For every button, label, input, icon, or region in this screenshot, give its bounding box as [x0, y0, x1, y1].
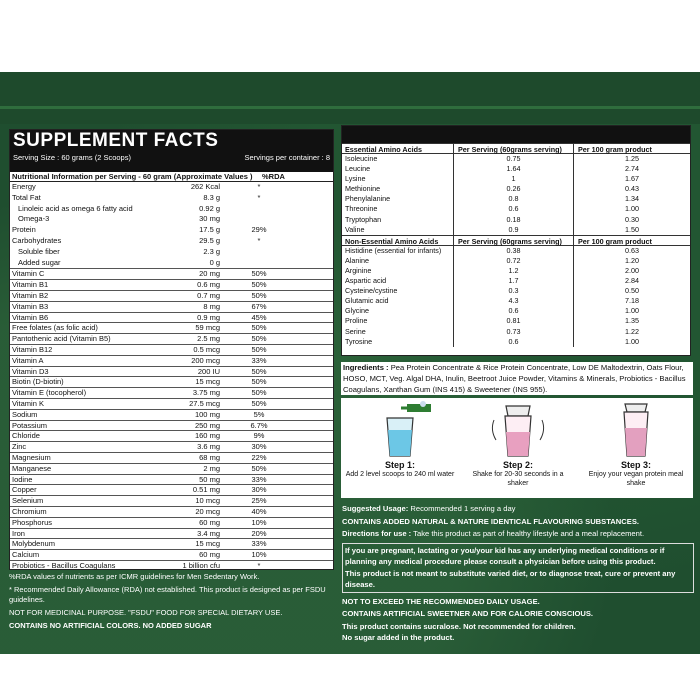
facts-rda: 50%	[251, 290, 267, 300]
nonessential-col-serving: Per Serving (60grams serving)	[454, 236, 574, 245]
amino-per-100g: 0.43	[625, 184, 639, 194]
facts-rda: 50%	[251, 323, 267, 333]
facts-rda: 6.7%	[250, 420, 268, 430]
facts-name: Soluble fiber	[18, 246, 60, 256]
facts-name: Carbohydrates	[12, 235, 62, 245]
amino-per-serving: 0.18	[454, 215, 574, 225]
facts-row	[10, 322, 333, 333]
facts-name: Zinc	[12, 442, 27, 452]
facts-value: 27.5 mcg	[189, 398, 220, 408]
essential-col-100g: Per 100 gram product	[578, 145, 652, 154]
facts-rda: 50%	[251, 463, 267, 473]
suggested-usage-label: Suggested Usage:	[342, 504, 409, 513]
servings-per-container: Servings per container : 8	[244, 153, 330, 162]
facts-rda	[224, 258, 294, 269]
facts-value: 59 mcg	[195, 323, 220, 333]
usage-info	[342, 503, 694, 645]
amino-per-100g: 1.34	[625, 194, 639, 204]
amino-row	[342, 327, 690, 337]
facts-name: Potassium	[12, 420, 48, 430]
amino-row	[342, 154, 690, 164]
step-1	[345, 398, 455, 479]
facts-row	[10, 506, 333, 517]
amino-row	[342, 215, 690, 225]
facts-value: 10 mcg	[195, 496, 220, 506]
facts-name: Sodium	[12, 409, 38, 419]
facts-row	[10, 301, 333, 312]
facts-rda: *	[257, 182, 261, 191]
facts-name: Iodine	[12, 474, 33, 484]
amino-per-serving: 0.9	[454, 225, 574, 235]
amino-per-serving: 0.6	[454, 337, 574, 347]
amino-row	[342, 337, 690, 347]
nonessential-rows	[342, 246, 690, 347]
facts-row	[10, 258, 333, 269]
facts-row	[10, 560, 333, 571]
amino-row	[342, 204, 690, 214]
amino-row	[342, 296, 690, 306]
facts-rda: 30%	[251, 485, 267, 495]
facts-name: Linoleic acid as omega 6 fatty acid	[18, 203, 133, 213]
facts-value: 2.3 g	[203, 246, 220, 256]
amino-name: Phenylalanine	[342, 194, 454, 204]
amino-per-serving: 0.26	[454, 184, 574, 194]
amino-name: Cysteine/cystine	[342, 286, 454, 296]
facts-row	[10, 549, 333, 560]
facts-name: Energy	[12, 182, 36, 191]
facts-rda: 50%	[251, 377, 267, 387]
facts-value: 2.5 mg	[197, 334, 220, 344]
no-sugar-statement: No sugar added in the product.	[342, 633, 455, 642]
amino-name: Valine	[342, 225, 454, 235]
facts-value: 0.51 mg	[192, 485, 220, 495]
facts-row	[10, 528, 333, 539]
facts-name: Vitamin B1	[12, 280, 49, 290]
amino-name: Glycine	[342, 306, 454, 316]
warning-consult: If you are pregnant, lactating or you/your kid has any underlying medical conditions or if planning any medical procedure please consult a physician before using this product.	[345, 545, 665, 566]
nonessential-col-100g: Per 100 gram product	[578, 236, 652, 246]
nonessential-header	[342, 235, 690, 246]
facts-rda: 33%	[251, 474, 267, 484]
amino-per-serving: 0.73	[454, 327, 574, 337]
facts-row	[10, 409, 333, 420]
amino-per-100g: 1.50	[625, 224, 639, 234]
facts-name: Added sugar	[18, 257, 61, 267]
facts-row	[10, 236, 333, 247]
facts-row	[10, 463, 333, 474]
facts-rda: 10%	[251, 517, 267, 527]
amino-name: Alanine	[342, 256, 454, 266]
amino-per-serving: 0.75	[454, 154, 574, 164]
facts-rda	[224, 247, 294, 258]
facts-rda: 50%	[251, 334, 267, 344]
facts-name: Pantothenic acid (Vitamin B5)	[12, 334, 111, 344]
facts-row	[10, 247, 333, 258]
amino-per-serving: 0.38	[454, 246, 574, 256]
amino-row	[342, 316, 690, 326]
facts-value: 3.4 mg	[197, 528, 220, 538]
facts-name: Vitamin B3	[12, 301, 49, 311]
facts-rda: *	[257, 560, 261, 570]
facts-name: Calcium	[12, 550, 40, 560]
suggested-usage-text: Recommended 1 serving a day	[408, 504, 516, 513]
facts-row	[10, 333, 333, 344]
amino-name: Serine	[342, 327, 454, 337]
facts-row	[10, 182, 333, 193]
facts-value: 17.5 g	[199, 225, 220, 235]
amino-per-serving: 0.8	[454, 194, 574, 204]
amino-row	[342, 174, 690, 184]
facts-value: 0.6 mg	[197, 280, 220, 290]
ingredients-text: Pea Protein Concentrate & Rice Protein Concentrate, Low DE Maltodextrin, Oats Flour, HOSO, MCT, Veg. Algal DHA, Inulin, Beetroot Juice Powder, Vitamins & Minerals, Probiotics - Bacillus Coagulans, Xanthan Gum (INS 415) & Sweetener (INS 955).	[343, 363, 686, 394]
facts-value: 0 g	[209, 257, 220, 267]
facts-rda: 20%	[251, 528, 267, 538]
amino-per-100g: 2.00	[625, 265, 639, 275]
facts-value: 262 Kcal	[190, 182, 220, 191]
facts-rda: 29%	[251, 225, 267, 235]
shaker-icon	[463, 398, 573, 458]
facts-name: Total Fat	[12, 192, 41, 202]
amino-name: Arginine	[342, 266, 454, 276]
amino-per-serving: 4.3	[454, 296, 574, 306]
facts-rda: 50%	[251, 366, 267, 376]
facts-name: Protein	[12, 225, 36, 235]
amino-per-100g: 7.18	[625, 296, 639, 306]
facts-value: 50 mg	[199, 474, 220, 484]
facts-row	[10, 398, 333, 409]
directions-text: Take this product as part of healthy lifestyle and a meal replacement.	[411, 529, 645, 538]
amino-per-serving: 1	[454, 174, 574, 184]
facts-name: Chromium	[12, 506, 47, 516]
facts-value: 250 mg	[194, 420, 220, 430]
facts-rda: 40%	[251, 506, 267, 516]
facts-name: Selenium	[12, 496, 44, 506]
note-rda-not-established: * Recommended Daily Allowance (RDA) not established. This product is designed as per FSDU guidelines.	[9, 585, 326, 604]
facts-rda: 9%	[253, 431, 265, 441]
facts-value: 160 mg	[194, 431, 220, 441]
facts-column-header	[10, 172, 333, 182]
facts-rda: 50%	[251, 344, 267, 354]
amino-per-serving: 0.6	[454, 204, 574, 214]
facts-name: Vitamin B12	[12, 344, 53, 354]
facts-value: 200 IU	[197, 366, 220, 376]
facts-rda: 50%	[251, 388, 267, 398]
facts-value: 30 mg	[199, 214, 220, 224]
amino-per-100g: 1.00	[625, 336, 639, 346]
amino-per-100g: 1.67	[625, 174, 639, 184]
facts-row	[10, 355, 333, 366]
amino-per-100g: 1.35	[625, 316, 639, 326]
step-3-title: Step 3:	[620, 460, 651, 470]
facts-value: 0.92 g	[199, 203, 220, 213]
facts-name: Omega-3	[18, 214, 50, 224]
nutrition-col-label: Nutritional Information per Serving - 60 gram (Approximate Values )	[12, 172, 253, 181]
step-2	[463, 398, 573, 488]
facts-name: Molybdenum	[12, 539, 55, 549]
facts-rda: 67%	[251, 301, 267, 311]
step-2-title: Step 2:	[502, 460, 533, 470]
facts-value: 3.75 mg	[192, 388, 220, 398]
facts-row	[10, 495, 333, 506]
scoop-glass-icon	[345, 398, 455, 458]
step-3-desc: Enjoy your vegan protein meal shake	[588, 471, 684, 487]
protein-shake-glass-icon	[581, 398, 691, 458]
facts-rda: 45%	[251, 312, 267, 322]
facts-row	[10, 441, 333, 452]
amino-name: Methionine	[342, 184, 454, 194]
essential-header	[342, 143, 690, 154]
directions	[342, 528, 694, 540]
facts-value: 100 mg	[194, 409, 220, 419]
facts-value: 29.5 g	[199, 235, 220, 245]
amino-table-top-bar	[342, 126, 690, 143]
facts-row	[10, 366, 333, 377]
amino-row	[342, 266, 690, 276]
amino-per-100g: 0.50	[625, 286, 639, 296]
amino-row	[342, 276, 690, 286]
amino-per-serving: 0.6	[454, 306, 574, 316]
facts-name: Phosphorus	[12, 517, 53, 527]
note-rda: %RDA values of nutrients as per ICMR guidelines for Men Sedentary Work.	[9, 572, 260, 581]
facts-row	[10, 484, 333, 495]
nonessential-col-name: Non-Essential Amino Acids	[342, 236, 454, 245]
facts-rda	[224, 214, 294, 225]
facts-name: Vitamin B2	[12, 290, 49, 300]
facts-row	[10, 214, 333, 225]
facts-name: Probiotics - Bacillus Coagulans	[12, 560, 116, 570]
warning-not-substitute: This product is not meant to substitute varied diet, or to diagnose treat, cure or prevent any disease.	[345, 568, 676, 589]
amino-per-100g: 0.30	[625, 214, 639, 224]
facts-value: 1 billion cfu	[182, 560, 220, 570]
facts-name: Iron	[12, 528, 25, 538]
facts-rda: *	[257, 192, 261, 202]
amino-per-100g: 1.00	[625, 306, 639, 316]
facts-row	[10, 387, 333, 398]
amino-per-serving: 1.64	[454, 164, 574, 174]
facts-rows	[10, 182, 333, 571]
facts-name: Free folates (as folic acid)	[12, 323, 98, 333]
facts-rda: 5%	[253, 409, 265, 419]
facts-row	[10, 538, 333, 549]
facts-value: 0.7 mg	[197, 290, 220, 300]
facts-value: 15 mcg	[195, 539, 220, 549]
facts-value: 60 mg	[199, 517, 220, 527]
facts-row	[10, 290, 333, 301]
facts-value: 3.6 mg	[197, 442, 220, 452]
step-1-title: Step 1:	[384, 460, 415, 470]
amino-per-100g: 1.22	[625, 326, 639, 336]
facts-rda: 50%	[251, 280, 267, 290]
facts-rda: 30%	[251, 442, 267, 452]
rda-col-label: %RDA	[262, 172, 285, 181]
facts-row	[10, 312, 333, 323]
facts-name: Vitamin K	[12, 398, 44, 408]
facts-value: 200 mcg	[191, 355, 220, 365]
ingredients	[341, 362, 693, 395]
daily-limit: NOT TO EXCEED THE RECOMMENDED DAILY USAGE.	[342, 596, 540, 606]
facts-value: 8.3 g	[203, 192, 220, 202]
amino-row	[342, 286, 690, 296]
facts-name: Magnesium	[12, 452, 51, 462]
facts-rda: 50%	[251, 398, 267, 408]
facts-name: Vitamin E (tocopherol)	[12, 388, 87, 398]
facts-name: Biotin (D-biotin)	[12, 377, 64, 387]
amino-name: Tyrosine	[342, 337, 454, 347]
facts-name: Vitamin B6	[12, 312, 49, 322]
facts-rda: 22%	[251, 452, 267, 462]
essential-rows	[342, 154, 690, 235]
facts-value: 0.9 mg	[197, 312, 220, 322]
amino-row	[342, 194, 690, 204]
amino-per-100g: 2.74	[625, 164, 639, 174]
amino-row	[342, 256, 690, 266]
note-fsdu: NOT FOR MEDICINAL PURPOSE. "FSDU" FOOD FOR SPECIAL DIETARY USE.	[9, 608, 283, 617]
facts-rda: *	[257, 235, 261, 245]
top-green-band	[0, 72, 700, 124]
facts-value: 20 mg	[199, 269, 220, 279]
warning-box	[342, 543, 694, 593]
facts-row	[10, 268, 333, 279]
amino-row	[342, 306, 690, 316]
step-1-desc: Add 2 level scoops to 240 ml water	[345, 471, 455, 478]
facts-row	[10, 193, 333, 204]
facts-value: 60 mg	[199, 550, 220, 560]
amino-row	[342, 246, 690, 256]
facts-name: Copper	[12, 485, 37, 495]
amino-name: Aspartic acid	[342, 276, 454, 286]
facts-row	[10, 225, 333, 236]
facts-rda: 10%	[251, 550, 267, 560]
suggested-usage	[342, 503, 694, 515]
amino-name: Leucine	[342, 164, 454, 174]
amino-name: Proline	[342, 316, 454, 326]
essential-col-serving: Per Serving (60grams serving)	[454, 144, 574, 153]
amino-per-100g: 1.00	[625, 204, 639, 214]
facts-value: 2 mg	[203, 463, 220, 473]
serving-size: Serving Size : 60 grams (2 Scoops)	[13, 153, 131, 162]
amino-row	[342, 164, 690, 174]
preparation-steps	[341, 398, 693, 498]
facts-value: 15 mcg	[195, 377, 220, 387]
amino-per-100g: 2.84	[625, 276, 639, 286]
amino-name: Isoleucine	[342, 154, 454, 164]
facts-rda: 33%	[251, 355, 267, 365]
amino-acid-table	[341, 125, 691, 356]
facts-value: 8 mg	[203, 301, 220, 311]
amino-per-100g: 0.63	[625, 245, 639, 255]
directions-label: Directions for use :	[342, 529, 412, 538]
facts-title: SUPPLEMENT FACTS	[13, 130, 219, 151]
facts-value: 68 mg	[199, 452, 220, 462]
facts-row	[10, 420, 333, 431]
facts-value: 20 mcg	[195, 506, 220, 516]
step-2-desc: Shake for 20-30 seconds in a shaker	[472, 471, 564, 487]
ingredients-label: Ingredients :	[343, 363, 389, 372]
facts-notes	[9, 572, 334, 634]
facts-rda: 50%	[251, 269, 267, 279]
sweetener-statement: CONTAINS ARTIFICIAL SWEETNER AND FOR CALORIE CONSCIOUS.	[342, 609, 594, 618]
facts-name: Manganese	[12, 463, 52, 473]
amino-per-serving: 1.2	[454, 266, 574, 276]
facts-name: Chloride	[12, 431, 40, 441]
facts-rda: 25%	[251, 496, 267, 506]
facts-row	[10, 452, 333, 463]
facts-row	[10, 279, 333, 290]
facts-row	[10, 344, 333, 355]
amino-name: Threonine	[342, 204, 454, 214]
amino-name: Histidine (essential for infants)	[342, 246, 454, 256]
amino-per-100g: 1.25	[625, 154, 639, 163]
facts-row	[10, 474, 333, 485]
note-no-colors: CONTAINS NO ARTIFICIAL COLORS. NO ADDED SUGAR	[9, 621, 212, 630]
amino-name: Tryptophan	[342, 215, 454, 225]
facts-name: Vitamin C	[12, 269, 45, 279]
facts-row	[10, 430, 333, 441]
amino-row	[342, 184, 690, 194]
facts-rda	[224, 204, 294, 215]
amino-name: Lysine	[342, 174, 454, 184]
amino-per-100g: 1.20	[625, 255, 639, 265]
amino-per-serving: 0.72	[454, 256, 574, 266]
flavour-statement: CONTAINS ADDED NATURAL & NATURE IDENTICAL FLAVOURING SUBSTANCES.	[342, 516, 639, 526]
facts-name: Vitamin A	[12, 355, 44, 365]
step-3	[581, 398, 691, 488]
facts-row	[10, 204, 333, 215]
sucralose-statement: This product contains sucralose. Not recommended for children.	[342, 621, 576, 631]
facts-row	[10, 517, 333, 528]
facts-rda: 33%	[251, 539, 267, 549]
amino-per-serving: 0.81	[454, 316, 574, 326]
essential-col-name: Essential Amino Acids	[342, 144, 454, 153]
facts-header	[10, 130, 333, 172]
amino-row	[342, 225, 690, 235]
facts-value: 0.5 mcg	[193, 344, 220, 354]
facts-row	[10, 376, 333, 387]
amino-per-serving: 0.3	[454, 286, 574, 296]
supplement-facts-table	[9, 129, 334, 570]
facts-name: Vitamin D3	[12, 366, 49, 376]
amino-name: Glutamic acid	[342, 296, 454, 306]
amino-per-serving: 1.7	[454, 276, 574, 286]
